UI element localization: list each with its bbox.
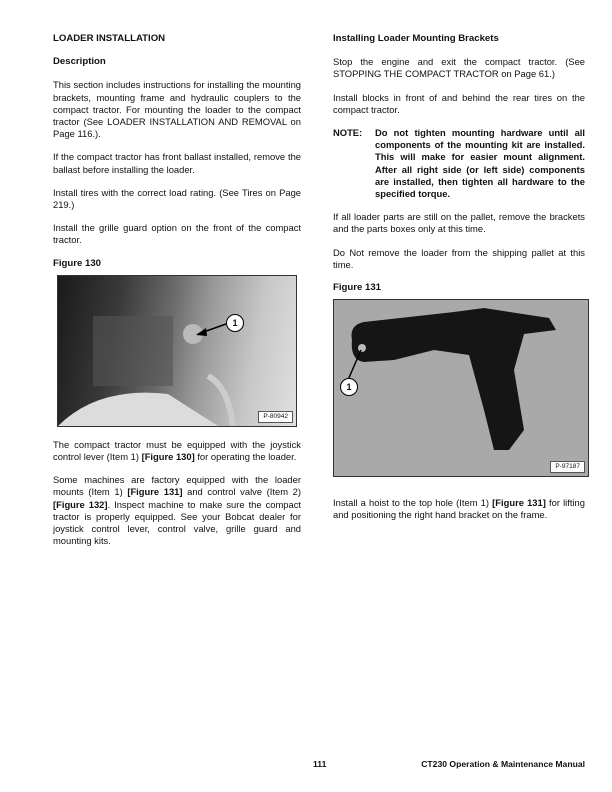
paragraph: Install the grille guard option on the front of the compact tractor.: [53, 222, 301, 246]
left-column: [53, 33, 301, 558]
paragraph: If the compact tractor has front ballast installed, remove the ballast before installing the loader.: [53, 151, 301, 175]
paragraph: Some machines are factory equipped with the loader mounts (Item 1) [Figure 131] and control valve (Item 2) [Figure 132]. Inspect machine to make sure the compact tractor is properly equipped. See your Bobcat dealer for joystick control lever, control valve, grille guard and mounting kits.: [53, 474, 302, 547]
figure-ref: [Figure 132]: [53, 498, 108, 510]
paragraph: This section includes instructions for installing the mounting brackets, mounting frame and hydraulic couplers to the compact tractor. For mounting the loader to the compact tractor (See LOADER INSTALLATION AND REMOVAL on Page 116.).: [53, 79, 301, 140]
photo-id: P-80942: [258, 411, 293, 423]
note: NOTE: Do not tighten mounting hardware until all components of the mounting kit are installed. This will make for easier mount alignment. After all right side (or left side) components are installed, then tighten all hardware to the specified torque.: [333, 127, 585, 200]
callout-1: 1: [340, 378, 358, 396]
paragraph: Stop the engine and exit the compact tractor. (See STOPPING THE COMPACT TRACTOR on Page 61.): [333, 56, 585, 80]
right-column: [333, 33, 585, 533]
mounting-bracket-illustration: [334, 300, 588, 476]
paragraph: Install a hoist to the top hole (Item 1) [Figure 131] for lifting and positioning the right hand bracket on the frame.: [333, 497, 585, 521]
figure-130-photo: [57, 275, 297, 427]
subsection-title: Installing Loader Mounting Brackets: [333, 33, 499, 44]
figure-ref: [Figure 131]: [127, 486, 183, 498]
figure-title: Figure 131: [333, 282, 381, 294]
photo-id: P-97187: [550, 461, 585, 473]
paragraph: Install tires with the correct load rating. (See Tires on Page 219.): [53, 186, 301, 211]
figure-ref: [Figure 130]: [141, 451, 195, 463]
figure-131-photo: [333, 299, 589, 477]
figure-ref: [Figure 131]: [492, 497, 546, 509]
section-title: LOADER INSTALLATION: [53, 33, 166, 44]
paragraph: If all loader parts are still on the pallet, remove the brackets and the parts boxes only at this time.: [333, 211, 585, 235]
subsection-title: Description: [53, 56, 106, 68]
callout-1: 1: [226, 314, 244, 332]
paragraph: Do Not remove the loader from the shipping pallet at this time.: [333, 246, 585, 270]
manual-title: CT230 Operation & Maintenance Manual: [421, 759, 585, 769]
paragraph: The compact tractor must be equipped with the joystick control lever (Item 1) [Figure 130] for operating the loader.: [53, 438, 301, 463]
paragraph: Install blocks in front of and behind the rear tires on the compact tractor.: [333, 91, 585, 115]
page-number: 111: [313, 759, 327, 769]
figure-title: Figure 130: [53, 257, 101, 269]
tractor-joystick-illustration: [58, 276, 296, 426]
